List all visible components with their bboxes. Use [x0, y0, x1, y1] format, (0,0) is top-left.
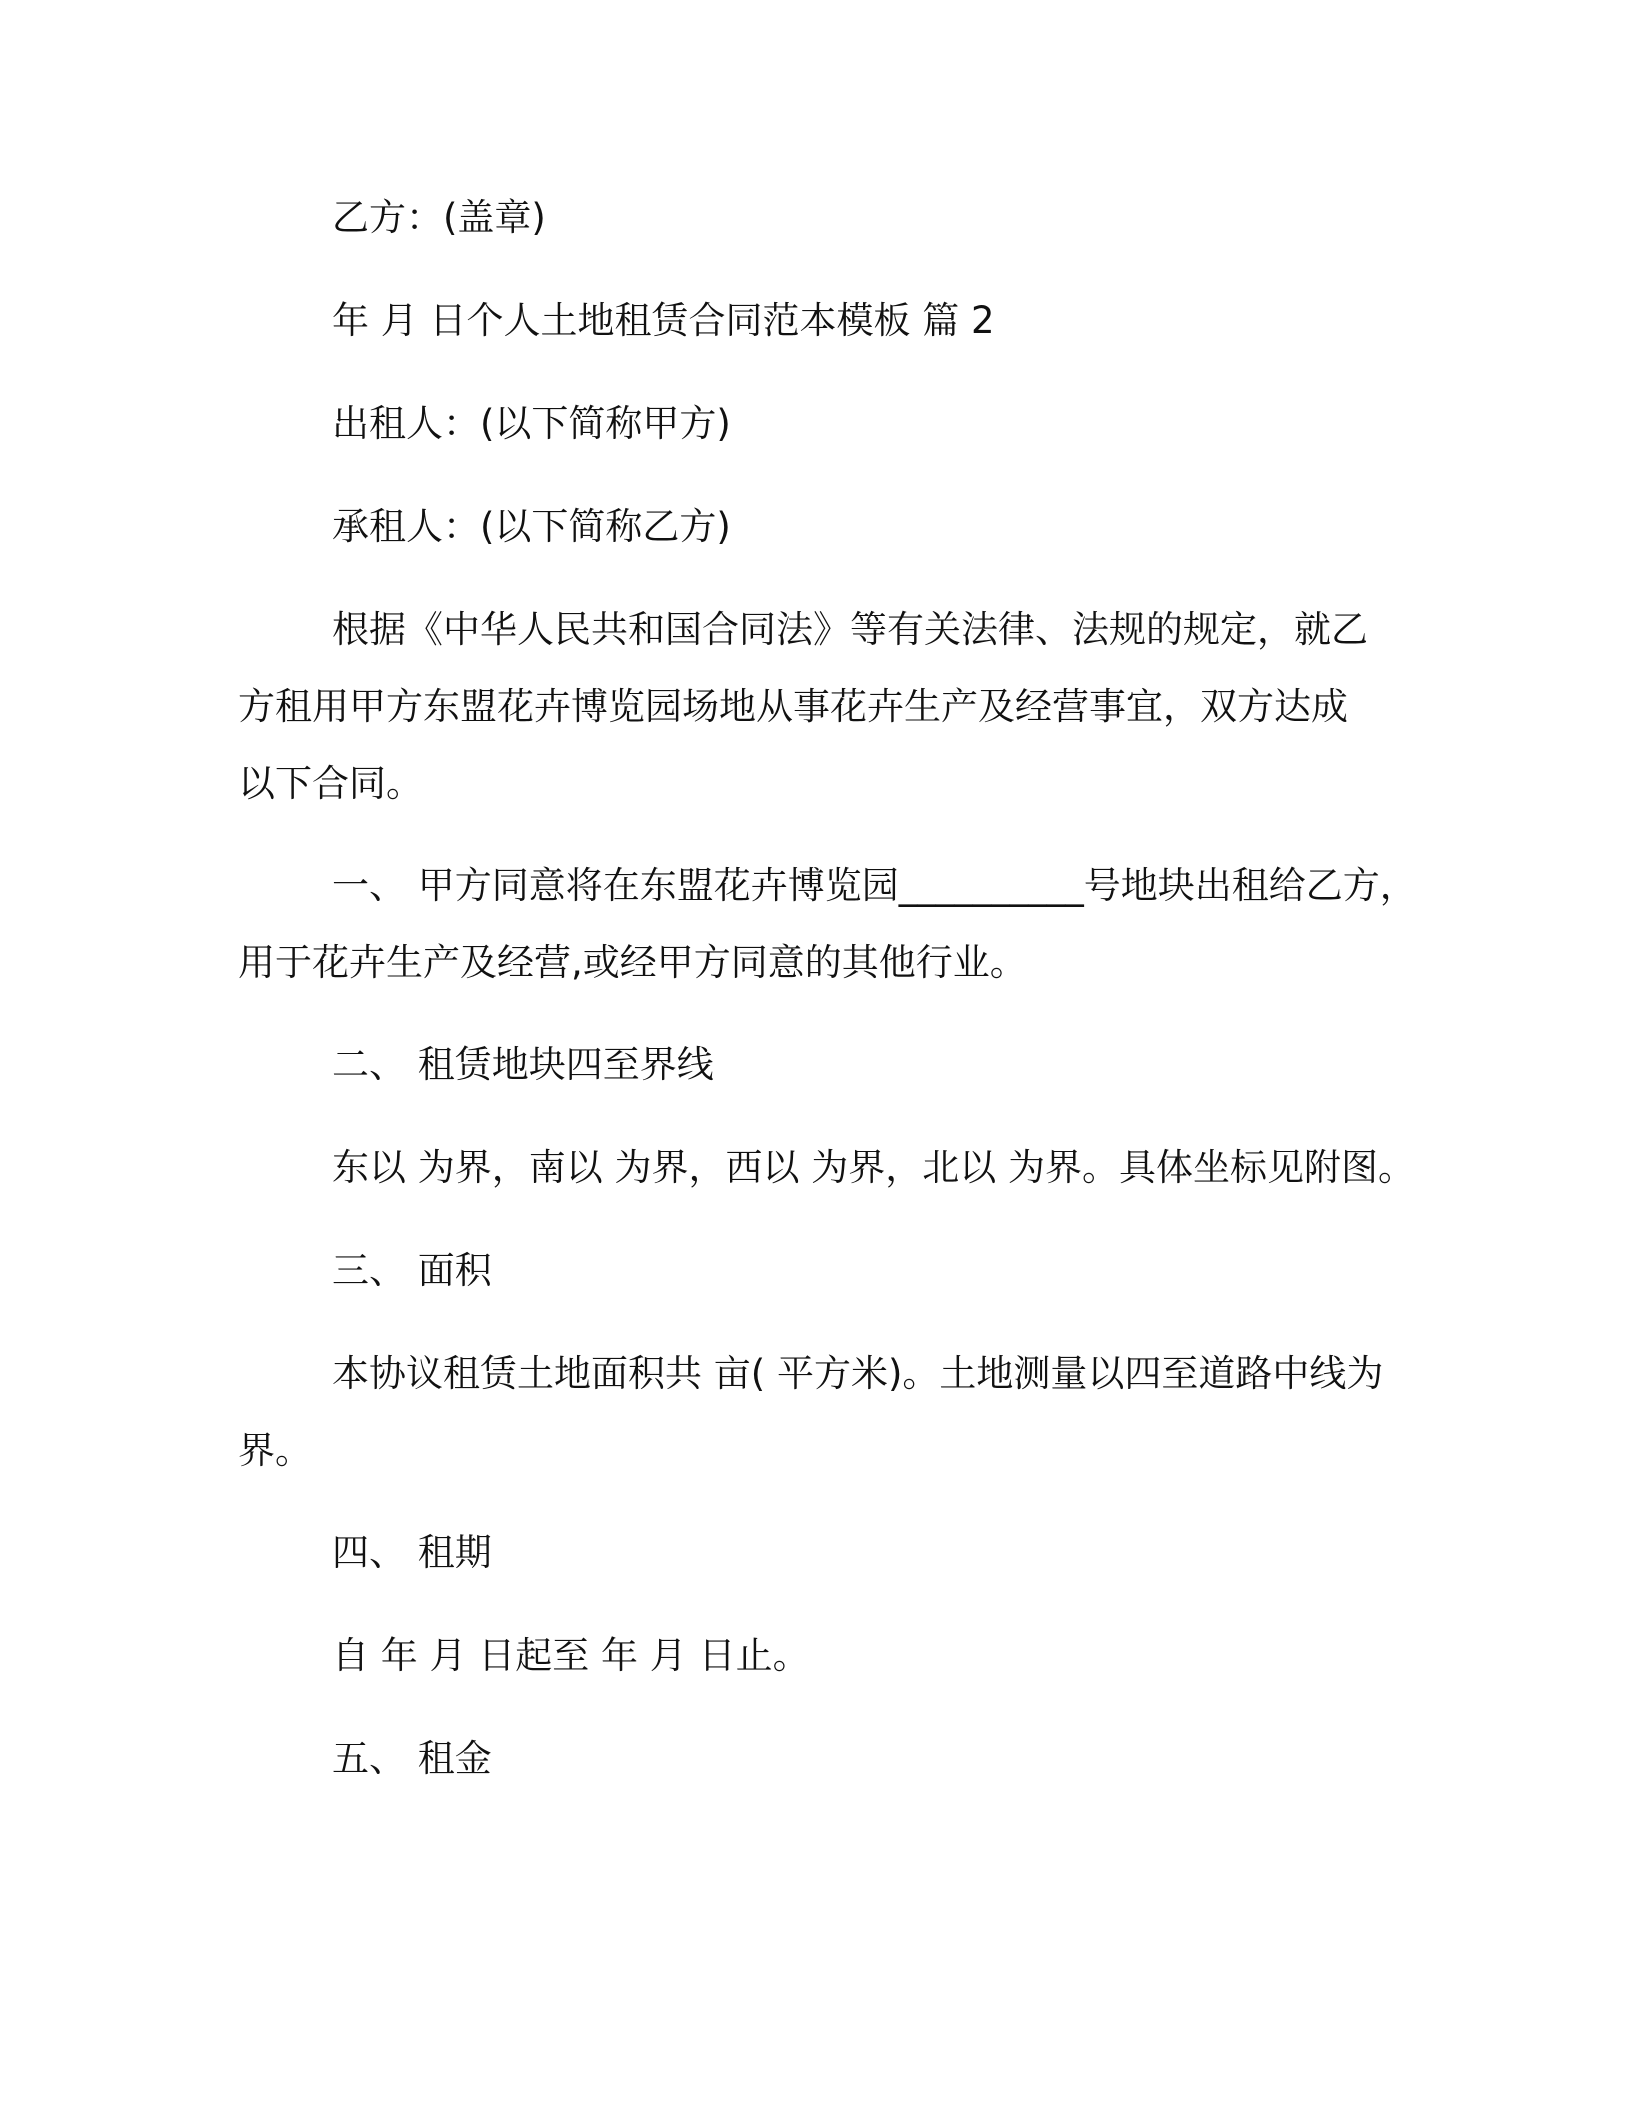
clause-1-line-1: 一、 甲方同意将在东盟花卉博览园__________号地块出租给乙方， — [332, 864, 1417, 907]
preamble-line-2: 方租用甲方东盟花卉博览园场地从事花卉生产及经营事宜，双方达成 — [238, 685, 1348, 728]
clause-4-body: 自 年 月 日起至 年 月 日止。 — [332, 1634, 810, 1677]
clause-3-body-line-2: 界。 — [238, 1429, 312, 1472]
clause-1-line-2: 用于花卉生产及经营,或经甲方同意的其他行业。 — [238, 941, 1027, 984]
contract-title-line: 年 月 日个人土地租赁合同范本模板 篇 2 — [332, 299, 995, 342]
clause-5-heading: 五、 租金 — [332, 1737, 492, 1780]
lessee-line: 承租人：(以下简称乙方) — [332, 505, 731, 548]
preamble-line-1: 根据《中华人民共和国合同法》等有关法律、法规的规定，就乙 — [332, 608, 1368, 651]
preamble-line-3: 以下合同。 — [238, 762, 423, 805]
clause-2-body: 东以 为界，南以 为界，西以 为界，北以 为界。具体坐标见附图。 — [332, 1146, 1416, 1189]
clause-2-heading: 二、 租赁地块四至界线 — [332, 1043, 714, 1086]
clause-4-heading: 四、 租期 — [332, 1531, 492, 1574]
clause-3-body-line-1: 本协议租赁土地面积共 亩( 平方米)。土地测量以四至道路中线为 — [332, 1352, 1384, 1395]
lessor-line: 出租人：(以下简称甲方) — [332, 402, 731, 445]
clause-3-heading: 三、 面积 — [332, 1249, 492, 1292]
party-b-seal-line: 乙方：(盖章) — [332, 196, 546, 239]
